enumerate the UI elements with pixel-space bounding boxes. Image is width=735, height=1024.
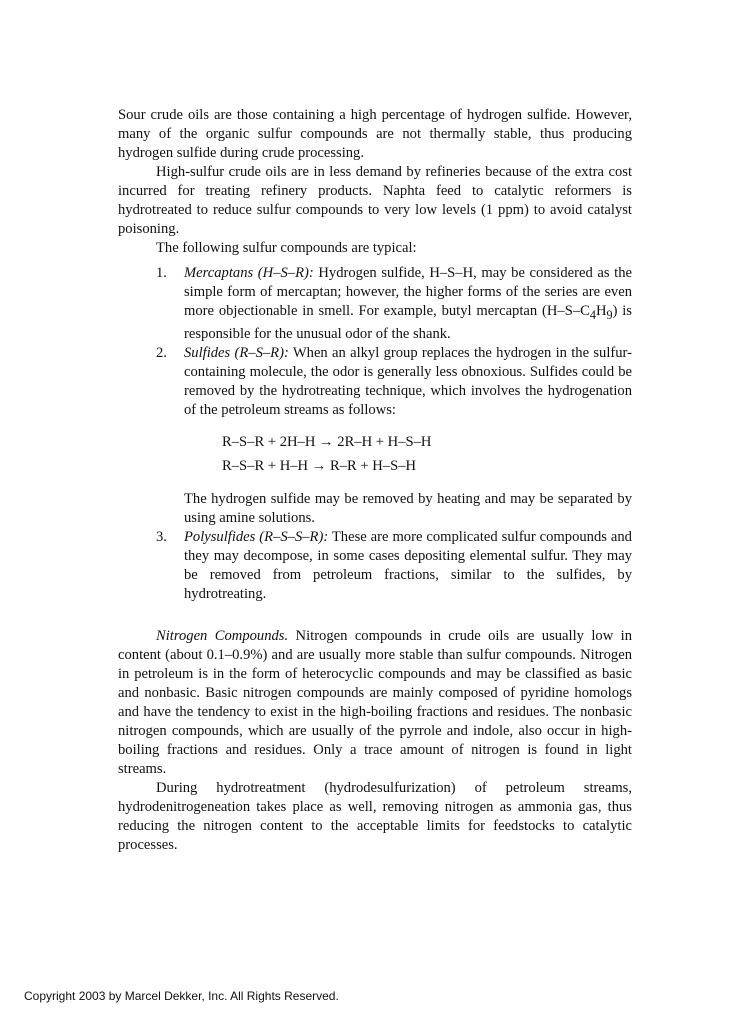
list-item-body-c: ) is responsible for the unusual odor of the shank. bbox=[184, 303, 632, 342]
list-item-body-b: H bbox=[595, 303, 607, 319]
list-item-polysulfides bbox=[118, 528, 632, 604]
list-item-body-a: Hydrogen sulfide, H–S–H, may be considered as the simple form of mercaptan; however, the higher forms of the series are even more objectionable in smell. For example, butyl mercaptan (H–S–C bbox=[184, 265, 633, 319]
list-item-number: 3. bbox=[156, 528, 167, 545]
list-item-number: 2. bbox=[156, 344, 167, 361]
equation-1: R–S–R + 2H–H → 2R–H + H–S–H bbox=[222, 433, 432, 450]
list-item-title: Polysulfides (R–S–S–R): bbox=[184, 528, 329, 545]
list-item-followup: The hydrogen sulfide may be removed by heating and may be separated by using amine solutions. bbox=[184, 490, 632, 526]
intro-paragraph-1: Sour crude oils are those containing a high percentage of hydrogen sulfide. However, many of the organic sulfur compounds are not thermally stable, thus producing hydrogen sulfide during crude processing. bbox=[118, 107, 632, 161]
nitrogen-paragraph-1-body: Nitrogen compounds in crude oils are usually low in content (about 0.1–0.9%) and are usually more stable than sulfur compounds. Nitrogen in petroleum is in the form of heterocyclic compounds and may be classified as basic and nonbasic. Basic nitrogen compounds are mainly composed of pyridine homologs and have the tendency to exist in the high-boiling fractions and residues. The nonbasic nitrogen compounds, which are usually of the pyrrole and indole, also occur in high-boiling fractions and residues. Only a trace amount of nitrogen is found in light streams. bbox=[118, 627, 632, 777]
list-item-text bbox=[184, 528, 632, 604]
list-item-body: These are more complicated sulfur compounds and they may decompose, in some cases depositing elemental sulfur. They may be removed from petroleum fractions, similar to the sulfides, by hydrotreating. bbox=[184, 528, 632, 602]
list-item-body: When an alkyl group replaces the hydrogen in the sulfur-containing molecule, the odor is generally less obnoxious. Sulfides could be removed by the hydrotreating technique, which involves the hydrogenation of the petroleum streams as follows: bbox=[184, 344, 632, 418]
subscript-4: 4 bbox=[589, 307, 596, 322]
list-item-title: Mercaptans (H–S–R): bbox=[184, 265, 314, 281]
list-item-sulfides bbox=[118, 344, 632, 528]
list-item-title: Sulfides (R–S–R): bbox=[184, 344, 289, 361]
section-heading: Nitrogen Compounds. bbox=[156, 627, 289, 644]
list-item-mercaptans bbox=[118, 264, 632, 344]
equation-2: R–S–R + H–H → R–R + H–S–H bbox=[222, 457, 417, 474]
page-body bbox=[118, 106, 632, 855]
copyright-notice: Copyright 2003 by Marcel Dekker, Inc. All Rights Reserved. bbox=[24, 989, 339, 1003]
nitrogen-paragraph-1 bbox=[118, 627, 632, 779]
list-item-number: 1. bbox=[156, 265, 167, 281]
reaction-equations bbox=[222, 430, 632, 478]
list-item-text bbox=[184, 264, 632, 344]
section-spacer bbox=[118, 604, 632, 627]
intro-paragraph-3: The following sulfur compounds are typical: bbox=[156, 240, 417, 256]
intro-paragraph-2: High-sulfur crude oils are in less demand by refineries because of the extra cost incurred for treating refinery products. Naphta feed to catalytic reformers is hydrotreated to reduce sulfur compounds to very low levels (1 ppm) to avoid catalyst poisoning. bbox=[118, 164, 632, 237]
list-item-text bbox=[184, 344, 632, 420]
sulfur-compounds-list bbox=[118, 264, 632, 604]
nitrogen-paragraph-2: During hydrotreatment (hydrodesulfurization) of petroleum streams, hydrodenitrogeneation takes place as well, removing nitrogen as ammonia gas, thus reducing the nitrogen content to the acceptable limits for feedstocks to catalytic processes. bbox=[118, 779, 632, 853]
subscript-9: 9 bbox=[606, 307, 613, 322]
